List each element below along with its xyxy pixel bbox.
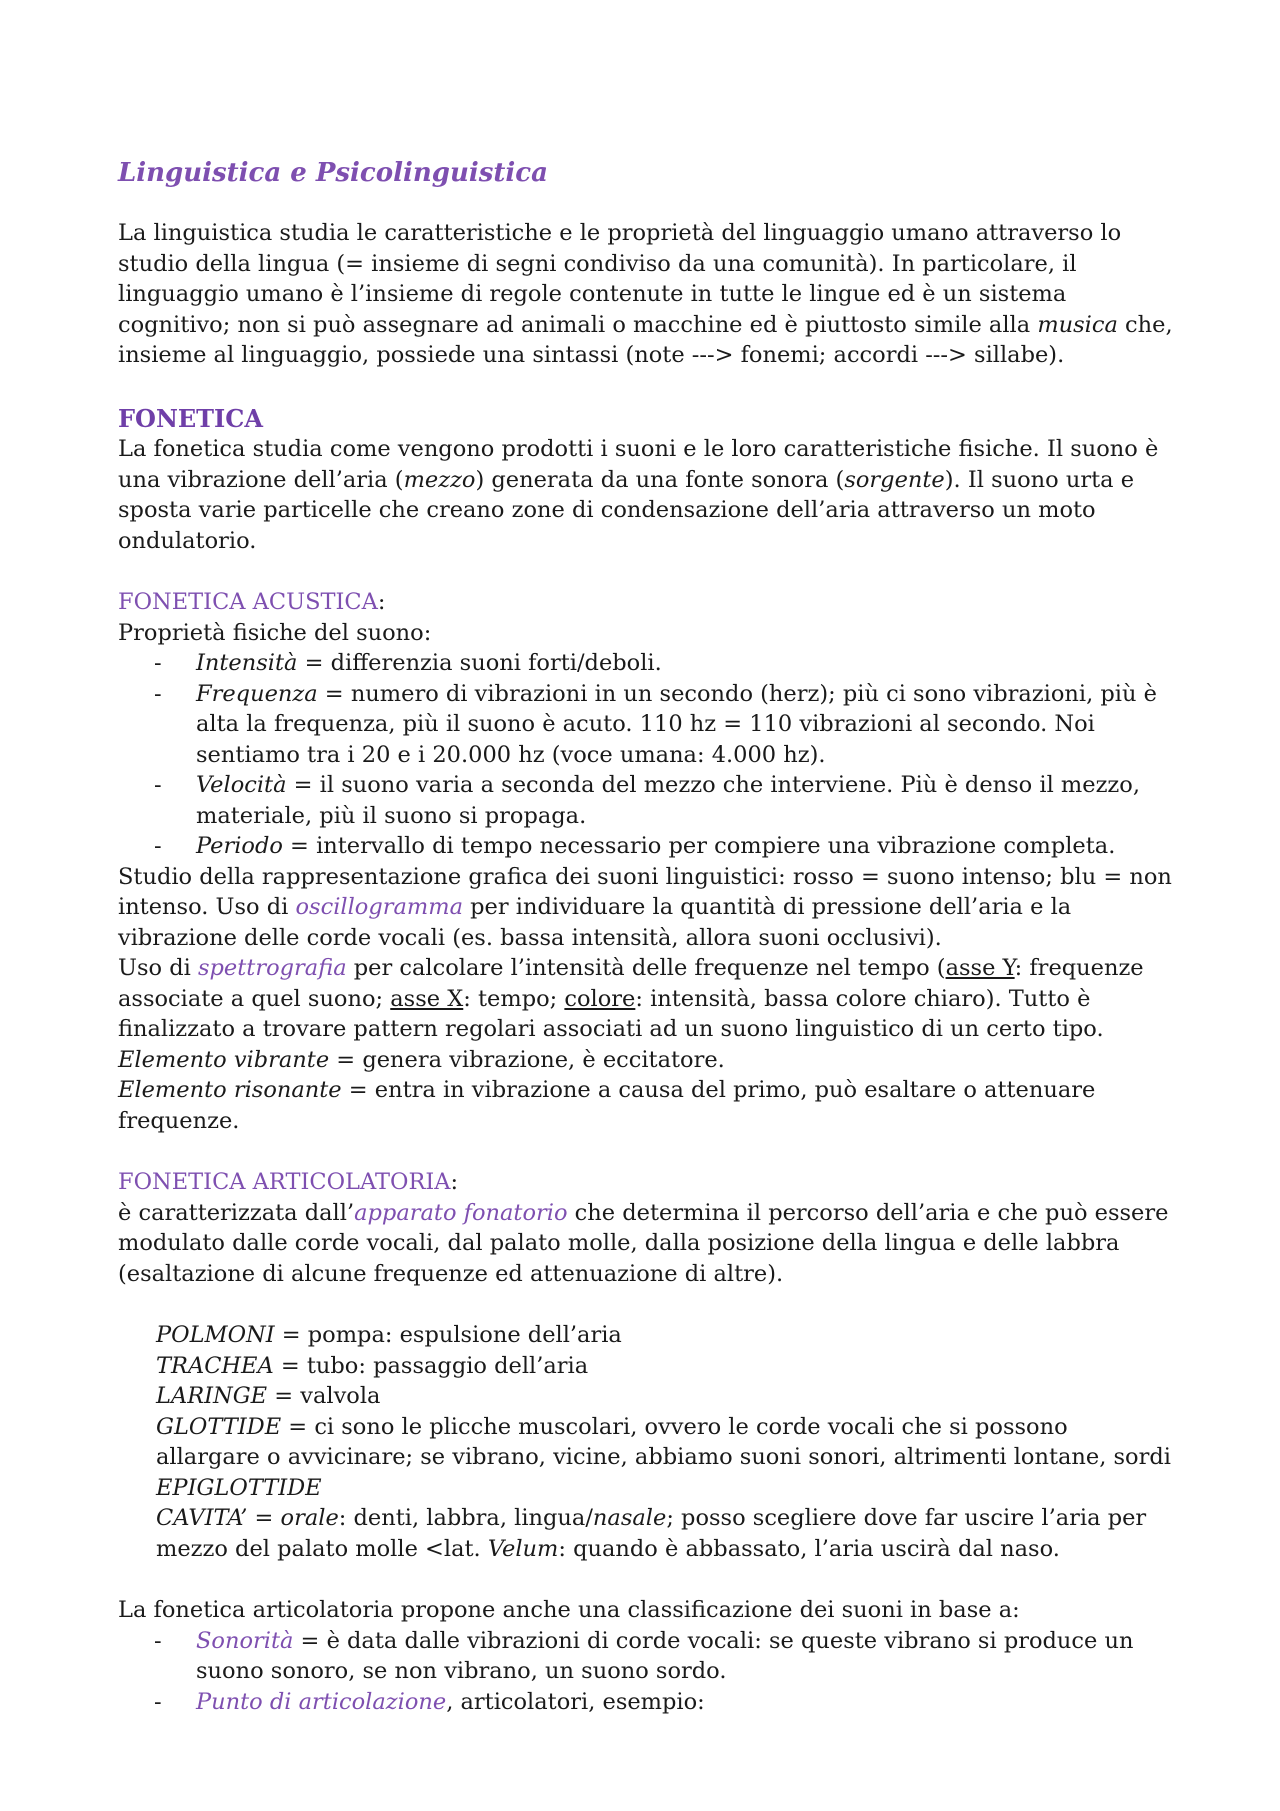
spacer [118,1289,1178,1320]
organ-glottide: GLOTTIDE = ci sono le plicche muscolari, ovvero le corde vocali che si possono allargare o avvicinare; se vibrano, vicine, abbiamo suoni sonori, altrimenti lontane, sordi [156,1413,1171,1470]
subsection-heading-acustica: FONETICA ACUSTICA: [118,589,386,615]
acustica-intro: Proprietà fisiche del suono: [118,619,432,646]
section-heading-fonetica: FONETICA [118,403,263,433]
list-item: - Frequenza = numero di vibrazioni in un secondo (herz); più ci sono vibrazioni, più è alta la frequenza, più il suono è acuto. 110 hz = 110 vibrazioni al secondo. Noi sentiamo tra i 20 e i 20.000 hz (voce umana: 4.000 hz). [118,679,1178,771]
list-item: - Sonorità = è data dalle vibrazioni di corde vocali: se queste vibrano si produce un suono sonoro, se non vibrano, un suono sordo. [118,1626,1178,1687]
colore-term: colore [564,985,636,1012]
page-title: Linguistica e Psicolinguistica [118,158,548,188]
organ-laringe: LARINGE = valvola [156,1383,381,1409]
organs-list [118,1320,1178,1564]
organ-cavita: CAVITA’ = orale: denti, labbra, lingua/nasale; posso scegliere dove far uscire l’aria per mezzo del palato molle <lat. Velum: quando è abbassato, l’aria uscirà dal naso. [156,1505,1147,1562]
mezzo-term: mezzo [403,466,476,493]
list-item: - Velocità = il suono varia a seconda del mezzo che interviene. Più è denso il mezzo, materiale, più il suono si propaga. [118,770,1178,831]
list-item: - Intensità = differenzia suoni forti/deboli. [118,648,1178,679]
organ-polmoni: POLMONI = pompa: espulsione dell’aria [156,1322,622,1348]
organ-epiglottide: EPIGLOTTIDE [156,1474,322,1501]
elemento-vibrante-line: Elemento vibrante = genera vibrazione, è eccitatore. [118,1046,725,1073]
organ-trachea: TRACHEA = tubo: passaggio dell’aria [156,1352,589,1379]
articolatoria-paragraph: è caratterizzata dall’apparato fonatorio che determina il percorso dell’aria e che può essere modulato dalle corde vocali, dal palato molle, dalla posizione della lingua e delle labbra (esaltazione di alcune frequenze ed attenuazione di altre). [118,1199,1169,1287]
classification-list [118,1626,1178,1718]
oscillogramma-term: oscillogramma [295,894,463,920]
fonetica-paragraph: La fonetica studia come vengono prodotti i suoni e le loro caratteristiche fisiche. Il suono è una vibrazione dell’aria (mezzo) generata da una fonte sonora (sorgente). Il suono urta e sposta varie particelle che creano zone di condensazione dell’aria attraverso un moto ondulatorio. [118,436,1159,554]
classification-intro: La fonetica articolatoria propone anche una classificazione dei suoni in base a: [118,1597,1020,1623]
apparato-fonatorio-term: apparato fonatorio [354,1199,568,1226]
document-body [118,154,1178,1717]
music-term: musica [1037,311,1118,338]
spacer [118,1564,1178,1595]
subsection-heading-articolatoria: FONETICA ARTICOLATORIA: [118,1169,459,1195]
list-item: - Periodo = intervallo di tempo necessario per compiere una vibrazione completa. [118,831,1178,862]
list-item: - Punto di articolazione, articolatori, esempio: [118,1687,1178,1718]
asse-y-term: asse Y [945,955,1015,981]
intro-paragraph: La linguistica studia le caratteristiche e le proprietà del linguaggio umano attraverso lo studio della lingua (= insieme di segni condiviso da una comunità). In particolare, il linguaggio umano è l’insieme di regole contenute in tutte le lingue ed è un sistema cognitivo; non si può assegnare ad animali o macchine ed è piuttosto simile alla musica che, insieme al linguaggio, possiede una sintassi (note ---> fonemi; accordi ---> sillabe). [118,220,1173,368]
spettrografia-paragraph: Uso di spettrografia per calcolare l’intensità delle frequenze nel tempo (asse Y: frequenze associate a quel suono; asse X: tempo; colore: intensità, bassa colore chiaro). Tutto è finalizzato a trovare pattern regolari associati ad un suono linguistico di un certo tipo. [118,955,1144,1042]
asse-x-term: asse X [390,985,464,1012]
oscillogramma-paragraph: Studio della rappresentazione grafica dei suoni linguistici: rosso = suono intenso; blu = non intenso. Uso di oscillogramma per individuare la quantità di pressione dell’aria e la vibrazione delle corde vocali (es. bassa intensità, allora suoni occlusivi). [118,863,1172,951]
sorgente-term: sorgente [844,466,945,493]
elemento-risonante-line: Elemento risonante = entra in vibrazione a causa del primo, può esaltare o attenuare frequenze. [118,1077,1096,1134]
acustica-properties-list [118,648,1178,862]
spettrografia-term: spettrografia [197,955,347,981]
